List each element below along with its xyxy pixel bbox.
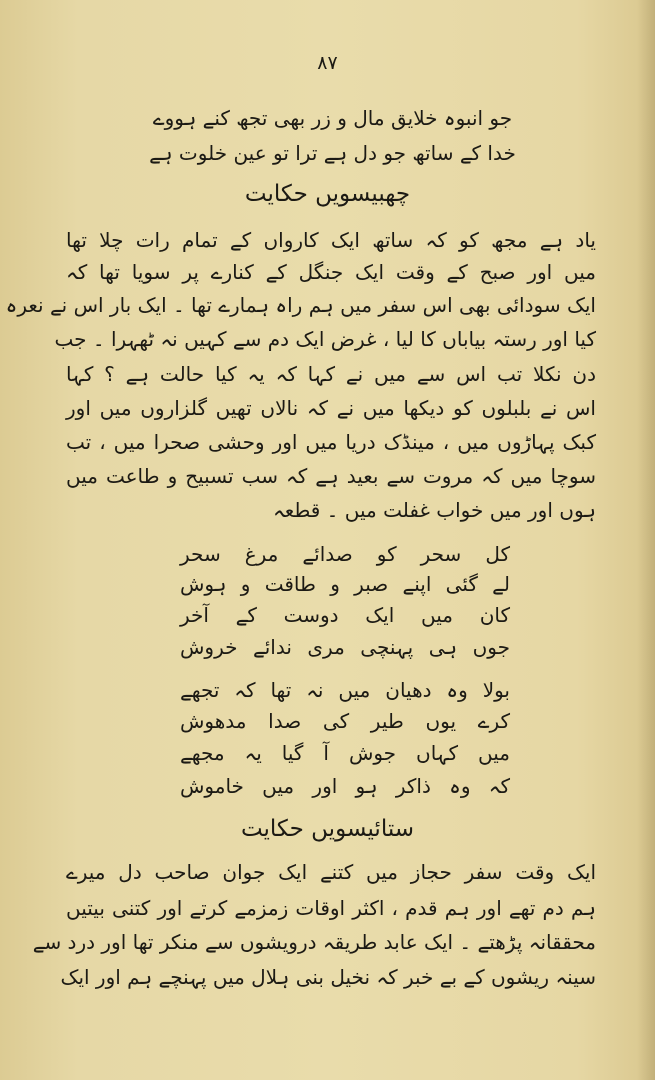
story-27-line-2: ہم دم تھے اور ہم قدم ، اکثر اوقات زمزمے کرتے اور کتنی بیتیں: [66, 896, 596, 920]
page-number: ۸۷: [317, 52, 338, 74]
qita-line-3: کان میں ایک دوست کے آخر: [180, 603, 510, 627]
story-26-line-8: سوچا میں کہ مروت سے بعید ہے کہ سب تسبیح و طاعت میں: [66, 464, 596, 488]
story-26-line-9: ہوں اور میں خواب غفلت میں ۔ قطعہ: [272, 498, 596, 522]
qita-line-7: میں کہاں جوش آ گیا یہ مجھے: [180, 741, 510, 765]
opening-couplet-line-1: جو انبوہ خلایق مال و زر بھی تجھ کنے ہووے: [152, 106, 513, 130]
story-27-line-1: ایک وقت سفر حجاز میں کتنے ایک جوان صاحب دل میرے: [66, 860, 596, 884]
story-27-line-4: سینہ ریشوں کے بے خبر کہ نخیل بنی ہلال میں پہنچے ہم اور ایک: [60, 965, 596, 989]
qita-line-8: کہ وہ ذاکر ہو اور میں خاموش: [180, 774, 510, 798]
page-spine-shadow: [637, 0, 655, 1080]
story-26-line-4: کیا اور رستہ بیاباں کا لیا ، غرض ایک دم سے کہیں نہ ٹھہرا ۔ جب: [54, 327, 596, 351]
opening-couplet-line-2: خدا کے ساتھ جو دل ہے ترا تو عین خلوت ہے: [149, 141, 516, 165]
qita-line-4: جوں ہی پہنچی مری ندائے خروش: [180, 635, 510, 659]
qita-line-6: کرے یوں طیر کی صدا مدھوش: [180, 709, 510, 733]
story-27-line-3: محققانہ پڑھتے ۔ ایک عابد طریقہ درویشوں سے منکر تھا اور درد سے: [32, 930, 596, 954]
qita-line-5: بولا وہ دھیان میں نہ تھا کہ تجھے: [180, 678, 510, 702]
story-26-line-2: میں اور صبح کے وقت ایک جنگل کے کنارے پر سویا تھا کہ: [66, 260, 596, 284]
story-26-line-5: دن نکلا تب اس سے میں نے کہا کہ یہ کیا حالت ہے ؟ کہا: [66, 362, 596, 386]
qita-line-1: کل سحر کو صدائے مرغ سحر: [180, 542, 510, 566]
story-26-line-1: یاد ہے مجھ کو کہ ساتھ ایک کارواں کے تمام رات چلا تھا: [66, 228, 596, 252]
story-27-title: ستائیسویں حکایت: [240, 816, 415, 842]
story-26-line-7: کبک پہاڑوں میں ، مینڈک دریا میں اور وحشی صحرا میں ، تب: [66, 430, 596, 454]
story-26-title: چھبیسویں حکایت: [244, 181, 411, 207]
story-26-line-6: اس نے بلبلوں کو دیکھا میں نے کہ نالاں تھیں گلزاروں میں اور: [66, 396, 596, 420]
story-26-line-3: ایک سودائی بھی اس سفر میں ہم راہ ہمارے تھا ۔ ایک بار اس نے نعرہ: [5, 293, 596, 317]
qita-line-2: لے گئی اپنے صبر و طاقت و ہوش: [180, 572, 510, 596]
